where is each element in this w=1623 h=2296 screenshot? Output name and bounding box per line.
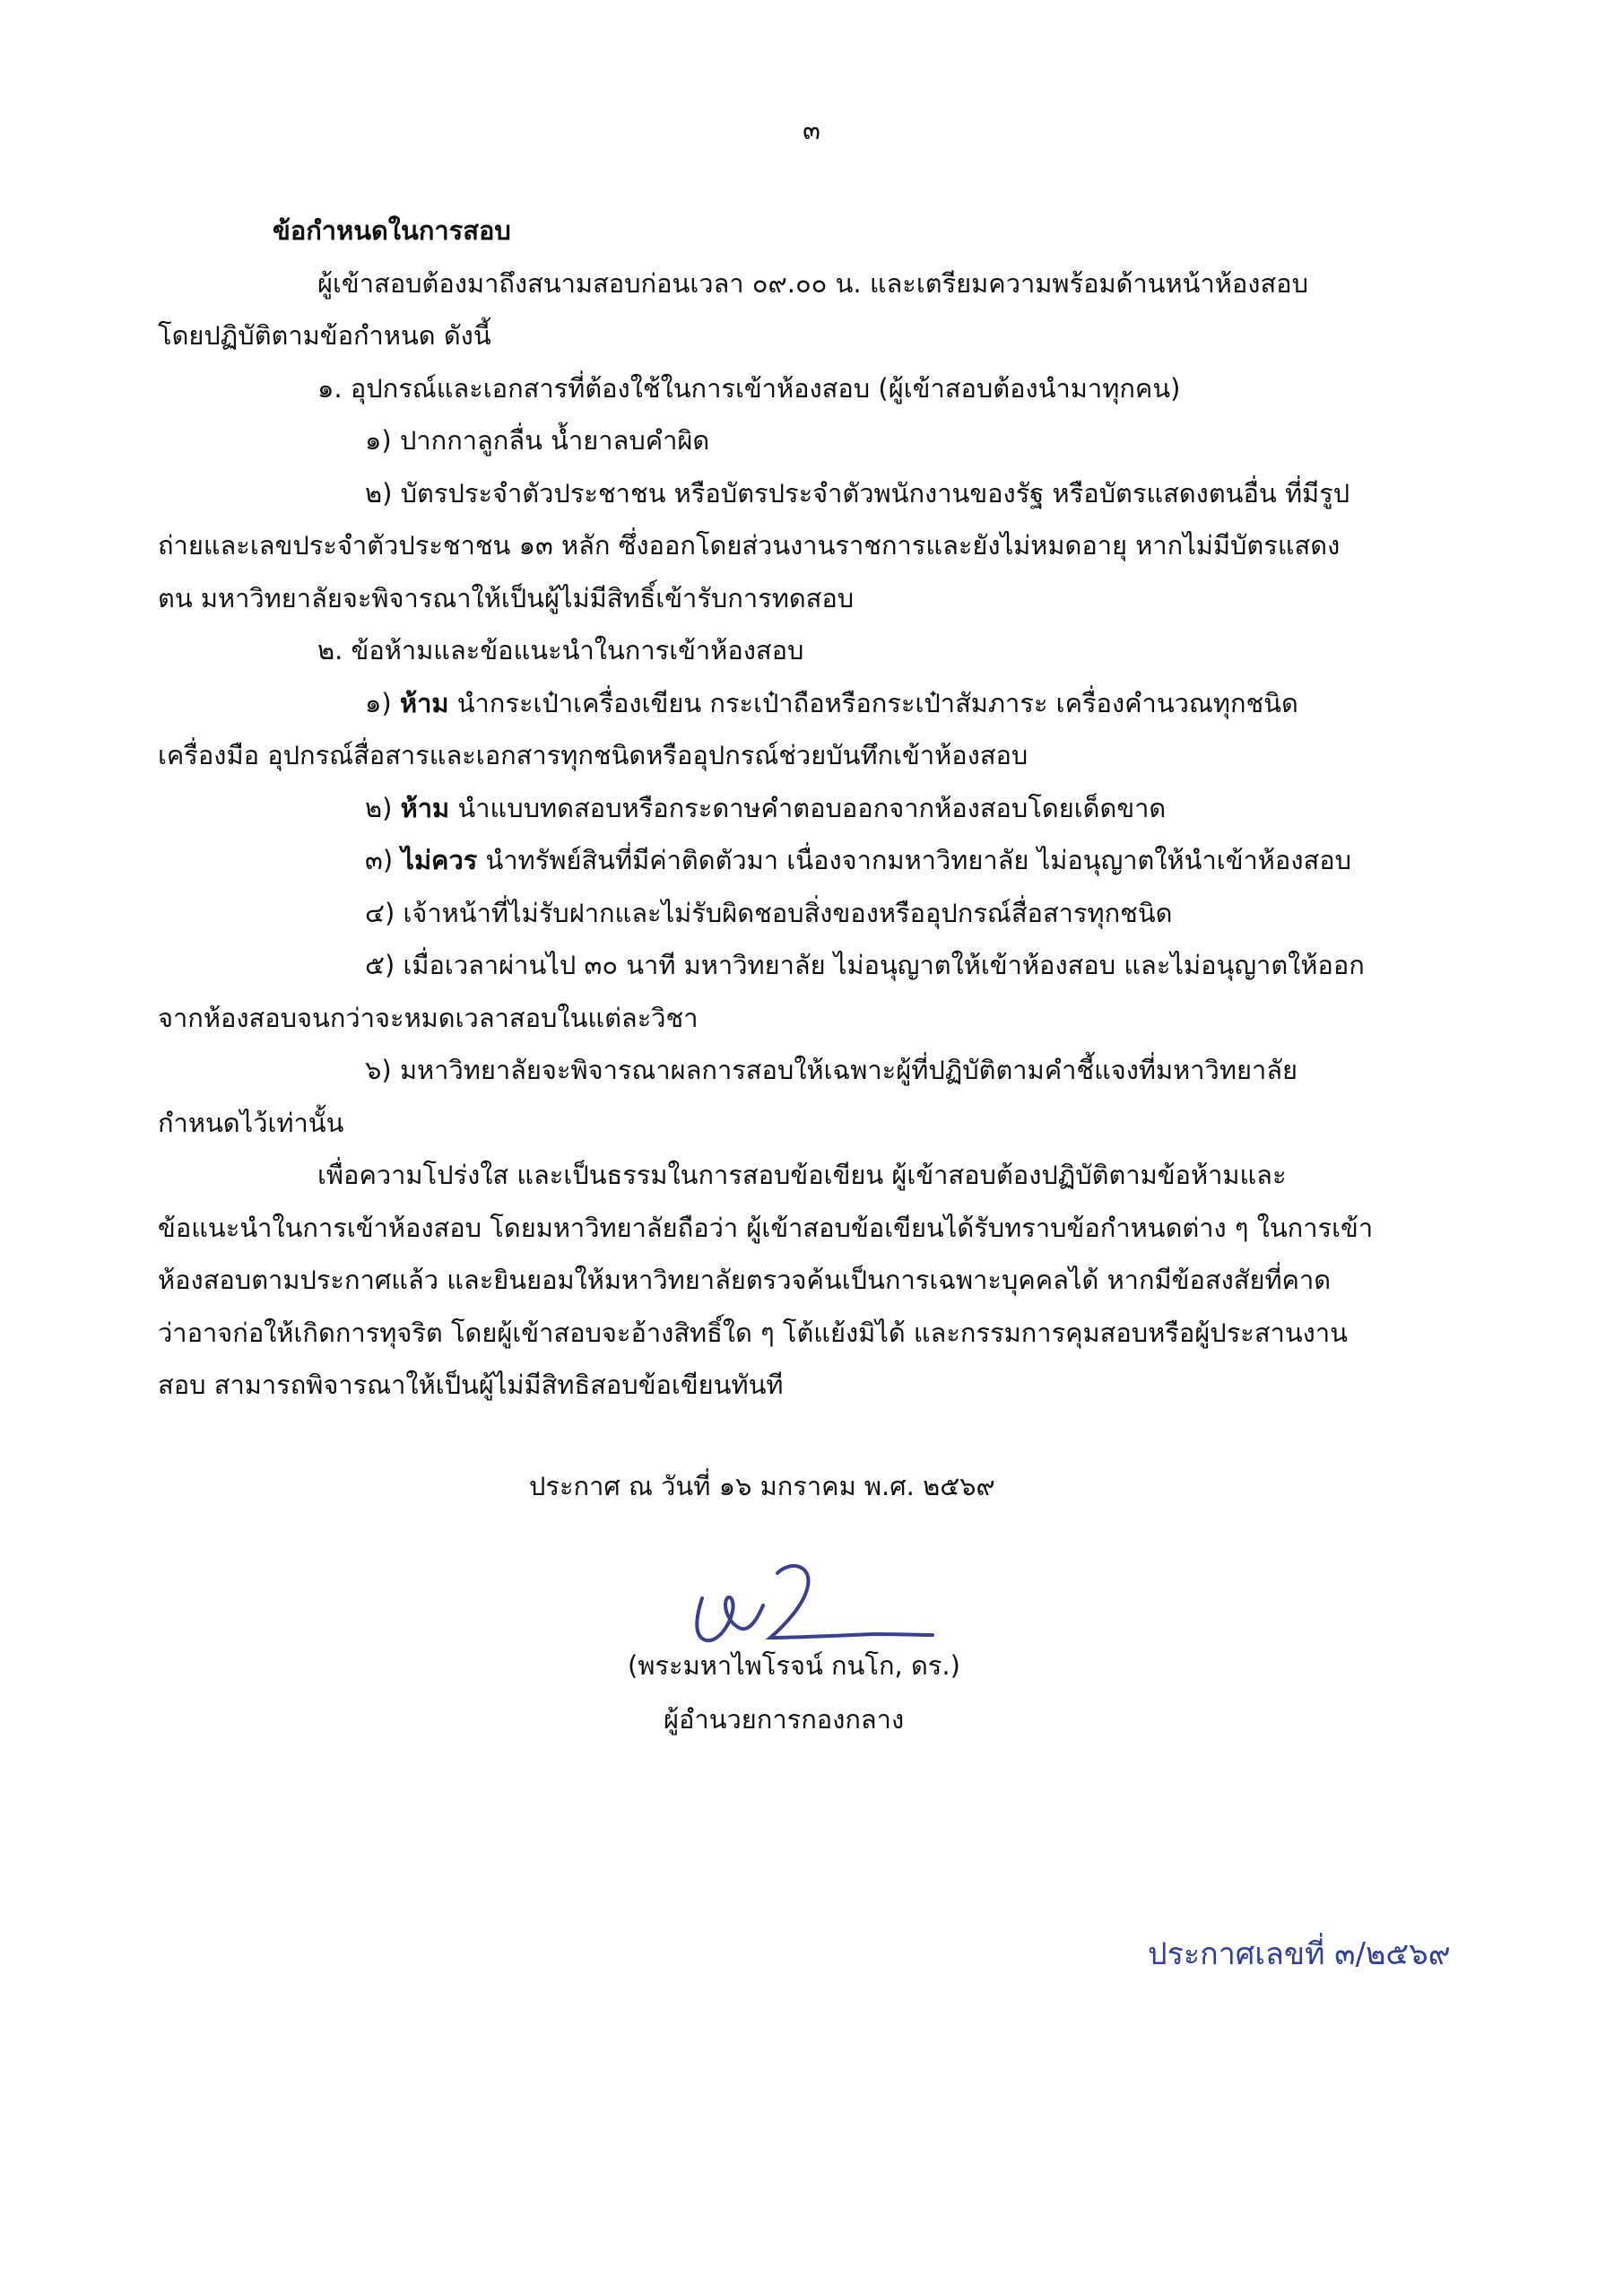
signature-stroke-2 [770,1566,933,1638]
closing-line-2: ข้อแนะนำในการเข้าห้องสอบ โดยมหาวิทยาลัยถือว่า ผู้เข้าสอบข้อเขียนได้รับทราบข้อกำหนดต่าง ๆ ในการเข้า [158,1212,1374,1243]
section2-item2-number: ๒) [365,792,393,823]
section2-item3-text: นำทรัพย์สินที่มีค่าติดตัวมา เนื่องจากมหาวิทยาลัย ไม่อนุญาตให้นำเข้าห้องสอบ [485,845,1352,875]
section1-item2-line2: ถ่ายและเลขประจำตัวประชาชน ๑๓ หลัก ซึ่งออกโดยส่วนงานราชการและยังไม่หมดอายุ หากไม่มีบัตรแสดง [158,530,1341,561]
section2-heading: ๒. ข้อห้ามและข้อแนะนำในการเข้าห้องสอบ [317,635,804,665]
announcement-number: ประกาศเลขที่ ๓/๒๕๖๙ [1148,1936,1451,1972]
section2-item1-line2: เครื่องมือ อุปกรณ์สื่อสารและเอกสารทุกชนิดหรืออุปกรณ์ช่วยบันทึกเข้าห้องสอบ [158,740,1028,770]
section2-item4: ๔) เจ้าหน้าที่ไม่รับฝากและไม่รับผิดชอบสิ่งของหรืออุปกรณ์สื่อสารทุกชนิด [365,897,1173,928]
section1-item2-line3: ตน มหาวิทยาลัยจะพิจารณาให้เป็นผู้ไม่มีสิทธิ์เข้ารับการทดสอบ [158,582,855,613]
section1-heading: ๑. อุปกรณ์และเอกสารที่ต้องใช้ในการเข้าห้องสอบ (ผู้เข้าสอบต้องนำมาทุกคน) [317,372,1181,404]
closing-line-3: ห้องสอบตามประกาศแล้ว และยินยอมให้มหาวิทยาลัยตรวจค้นเป็นการเฉพาะบุคคลได้ หากมีข้อสงสัยที่คาด [158,1265,1332,1295]
section1-item1: ๑) ปากกาลูกลื่น น้ำยาลบคำผิด [365,425,710,456]
section2-item1-text: นำกระเป๋าเครื่องเขียน กระเป๋าถือหรือกระเป๋าสัมภาระ เครื่องคำนวณทุกชนิด [456,687,1298,718]
section2-item2 [158,782,1474,835]
intro-line-1: ผู้เข้าสอบต้องมาถึงสนามสอบก่อนเวลา ๐๙.๐๐ น. และเตรียมความพร้อมด้านหน้าห้องสอบ [317,267,1308,299]
closing-line-1: เพื่อความโปร่งใส และเป็นธรรมในการสอบข้อเขียน ผู้เข้าสอบต้องปฏิบัติตามข้อห้ามและ [317,1160,1287,1190]
section2-item3-number: ๓) [365,845,394,875]
page-number: ๓ [803,115,820,145]
section2-item2-bold: ห้าม [400,792,450,823]
section2-item5-line1: ๕) เมื่อเวลาผ่านไป ๓๐ นาที มหาวิทยาลัย ไม่อนุญาตให้เข้าห้องสอบ และไม่อนุญาตให้ออก [365,950,1365,980]
section2-item2-text: นำแบบทดสอบหรือกระดาษคำตอบออกจากห้องสอบโดยเด็ดขาด [457,792,1167,823]
intro-line-2: โดยปฏิบัติตามข้อกำหนด ดังนี้ [158,320,491,351]
closing-line-4: ว่าอาจก่อให้เกิดการทุจริต โดยผู้เข้าสอบจะอ้างสิทธิ์ใด ๆ โต้แย้งมิได้ และกรรมการคุมสอบหรือผู้ประสานงาน [158,1317,1348,1348]
section2-item3 [158,834,1474,887]
section2-item5-line2: จากห้องสอบจนกว่าจะหมดเวลาสอบในแต่ละวิชา [158,1002,699,1033]
section-title: ข้อกำหนดในการสอบ [273,215,511,246]
section2-item3-bold: ไม่ควร [401,845,478,875]
signature-stroke-1 [697,1597,763,1640]
section2-item1-number: ๑) [365,687,392,718]
signer-position: ผู้อำนวยการกองกลาง [664,1704,905,1735]
signer-name: (พระมหาไพโรจน์ กนโก, ดร.) [628,1650,960,1681]
section2-item6-line1: ๖) มหาวิทยาลัยจะพิจารณาผลการสอบให้เฉพาะผู้ที่ปฏิบัติตามคำชี้แจงที่มหาวิทยาลัย [365,1055,1298,1085]
closing-line-5: สอบ สามารถพิจารณาให้เป็นผู้ไม่มีสิทธิสอบข้อเขียนทันที [158,1370,784,1400]
document-body [158,204,1474,1412]
announcement-date: ประกาศ ณ วันที่ ๑๖ มกราคม พ.ศ. ๒๕๖๙ [529,1471,995,1501]
section2-item1-bold: ห้าม [399,687,449,718]
section2-item6-line2: กำหนดไว้เท่านั้น [158,1107,344,1138]
section1-item2-line1: ๒) บัตรประจำตัวประชาชน หรือบัตรประจำตัวพนักงานของรัฐ หรือบัตรแสดงตนอื่น ที่มีรูป [365,477,1350,509]
section2-item1-line1 [158,677,1474,730]
signature-image [677,1552,946,1650]
